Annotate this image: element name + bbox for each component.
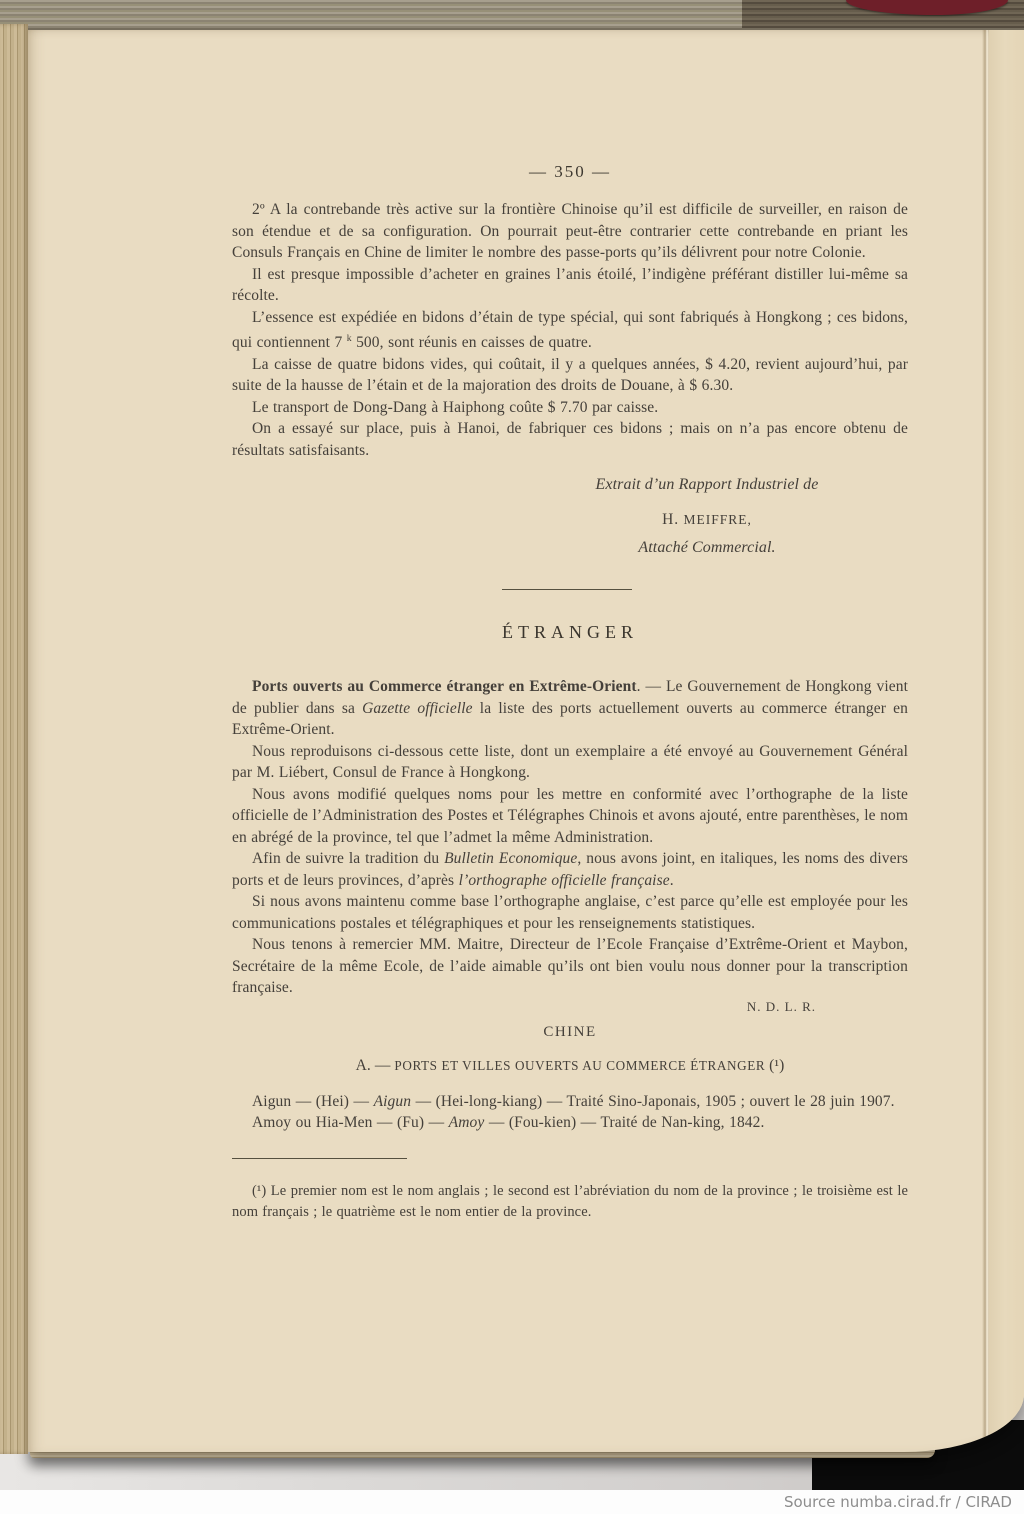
page-gutter-fold: [982, 26, 989, 1452]
text-run: (¹): [769, 1056, 785, 1074]
paragraph-anis: [232, 264, 908, 307]
text-run: On a essayé sur place, puis à Hanoi, de fabriquer ces bidons ; mais on n’a pas encore obtenu de résultats satisfaisants.: [232, 420, 908, 459]
heading-chine: CHINE: [543, 1023, 597, 1040]
page-number: — 350 —: [529, 162, 611, 181]
paragraph-modifie: [232, 784, 908, 849]
text-run: Bulletin Economique: [444, 850, 578, 868]
text-run: Nous tenons à remercier MM. Maitre, Directeur de l’Ecole Française d’Extrême-Orient et Maybon, Secrétaire de la même Ecole, de l’aide aimable qu’ils ont bien voulu nous donner pour la transcription française.: [232, 936, 908, 997]
paragraph-amoy: [232, 1112, 908, 1134]
footer-bar: [0, 1490, 1024, 1514]
text-run: Gazette officielle: [362, 699, 473, 717]
text-run: Aigun — (Hei) —: [252, 1092, 374, 1110]
facing-page-sliver: [989, 26, 1024, 1452]
text-run: La caisse de quatre bidons vides, qui coûtait, il y a quelques années, $ 4.20, revient aujourd’hui, par suite de la hausse de l’étain et de la majoration des droits de Douane, à $ 6.30.: [232, 355, 908, 395]
footnote-divider: [232, 1158, 407, 1159]
text-run: 500, sont réunis en caisses de quatre.: [351, 334, 592, 352]
paragraph-tradition: [232, 848, 908, 891]
signature-name: H. MEIFFRE,: [662, 511, 752, 529]
footnote-text: [232, 1181, 908, 1223]
paragraph-caisse: [232, 354, 908, 397]
text-run: L’essence est expédiée en bidons d’étain de type spécial, qui sont fabriqués à Hongkong ; ces bidons, qui contiennent 7: [232, 308, 908, 352]
text-run: — (Hei-long-kiang) — Traité Sino-Japonais, 1905 ; ouvert le 28 juin 1907.: [411, 1092, 895, 1110]
text-run: PORTS ET VILLES OUVERTS AU COMMERCE ÉTRANGER: [394, 1057, 770, 1073]
section-divider: [502, 589, 632, 590]
text-run: Nous avons modifié quelques noms pour les mettre en conformité avec l’orthographe de la liste officielle de l’Administration des Postes et Télégraphes Chinois et avons ajouté, entre parenthèses, le nom en abrégé de la province, tel que l’admet la même Administration.: [232, 785, 908, 846]
text-run: A. —: [355, 1056, 395, 1074]
text-run: . — Le Gouvernement de Hongkong vient de publier dans sa: [232, 678, 908, 717]
paragraph-essai: [232, 418, 908, 461]
text-run: Afin de suivre la tradition du: [252, 850, 445, 868]
paragraph-reproduisons: [232, 741, 908, 784]
signature-source-line: Extrait d’un Rapport Industriel de: [595, 476, 819, 494]
text-run: , nous avons joint, en italiques, les noms des divers ports et de leurs provinces, d’après: [232, 850, 908, 889]
paragraph-ports-intro: [232, 676, 908, 741]
text-run: Amoy: [448, 1114, 485, 1132]
paragraph-remerciements: [232, 934, 908, 999]
paragraph-contrebande: [232, 199, 908, 264]
text-run: .: [669, 871, 674, 889]
text-run: (¹) Le premier nom est le nom anglais ; le second est l’abréviation du nom de la province ; le troisième est le nom français ; le quatrième est le nom entier de la province.: [232, 1182, 908, 1220]
text-run: la liste des ports actuellement ouverts au commerce étranger en Extrême-Orient.: [232, 699, 908, 739]
text-run: Aigun: [373, 1092, 412, 1110]
text-run: Si nous avons maintenu comme base l’orthographe anglaise, c’est parce qu’elle est employée pour les communications postales et télégraphiques et pour les renseignements statistiques.: [232, 893, 908, 932]
heading-etranger: ÉTRANGER: [502, 622, 638, 643]
text-run: Le transport de Dong-Dang à Haiphong coûte $ 7.70 par caisse.: [252, 398, 659, 416]
book-page: [28, 26, 1024, 1452]
text-run: Amoy ou Hia-Men — (Fu) —: [252, 1114, 449, 1132]
text-run: Nous reproduisons ci-dessous cette liste, dont un exemplaire a été envoyé au Gouvernement Général par M. Liébert, Consul de France à Hongkong.: [232, 742, 908, 782]
text-run: — (Fou-kien) — Traité de Nan-king, 1842.: [484, 1114, 765, 1132]
heading-section-a: [232, 1055, 908, 1077]
text-run: Ports ouverts au Commerce étranger en Extrême-Orient: [252, 678, 637, 696]
text-run: Il est presque impossible d’acheter en graines l’anis étoilé, l’indigène préférant distiller lui-même sa récolte.: [232, 265, 908, 304]
signature-title: Attaché Commercial.: [638, 539, 776, 557]
paragraph-essence: [232, 307, 908, 354]
text-run: l’orthographe officielle française: [458, 871, 670, 889]
text-run: 2º A la contrebande très active sur la frontière Chinoise qu’il est difficile de surveiller, en raison de son étendue et de sa configuration. On pourrait peut-être contrarier cette contrebande en priant les Consuls Français en Chine de limiter le nombre des passe-ports qu’ils délivrent pour notre Colonie.: [232, 201, 908, 261]
paragraph-aigun: [232, 1091, 908, 1113]
text-run: k: [346, 333, 352, 344]
paragraph-orthographe: [232, 891, 908, 934]
paragraph-transport: [232, 397, 908, 419]
source-attribution: Source numba.cirad.fr / CIRAD: [783, 1493, 1012, 1511]
signature-block: [482, 473, 932, 559]
left-page-edges: [0, 24, 28, 1454]
page-content: [232, 161, 908, 1223]
ndlr-note: N. D. L. R.: [746, 998, 816, 1014]
